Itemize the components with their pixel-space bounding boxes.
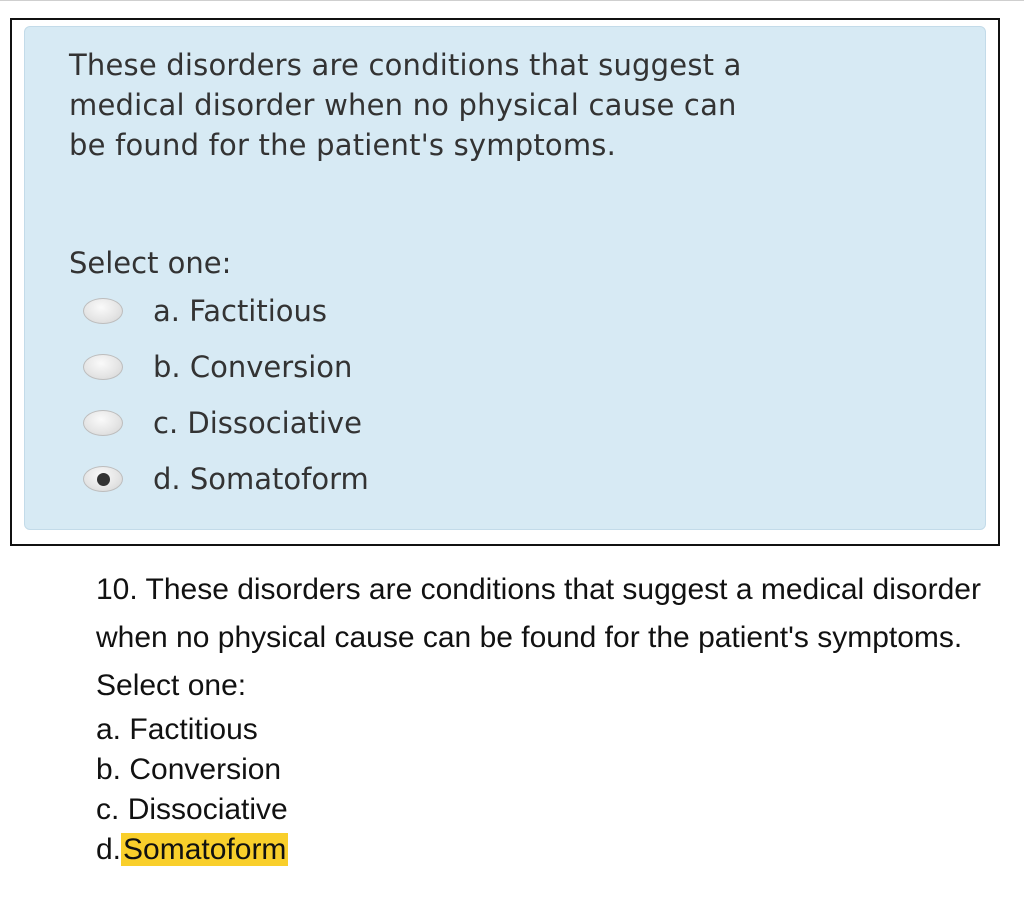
radio-unchecked-icon[interactable] xyxy=(83,298,123,324)
option-a[interactable] xyxy=(83,291,327,331)
radio-unchecked-icon[interactable] xyxy=(83,354,123,380)
transcript-select-one: Select one: xyxy=(96,669,247,702)
option-c-label: c. Dissociative xyxy=(153,406,362,440)
option-d-label: d. Somatoform xyxy=(153,462,369,496)
question-card xyxy=(24,26,986,530)
highlighted-answer: Somatoform xyxy=(123,833,287,866)
radio-checked-icon[interactable] xyxy=(83,466,123,492)
transcript-option-b xyxy=(96,750,996,790)
transcript-option-text: Conversion xyxy=(129,753,282,786)
select-one-label: Select one: xyxy=(69,246,232,280)
transcript-option-letter: c. xyxy=(96,793,120,826)
option-c[interactable] xyxy=(83,403,362,443)
transcript-option-a xyxy=(96,710,996,750)
question-text: These disorders are conditions that suggest a medical disorder when no physical cause can be found for the patient's symptoms. xyxy=(69,48,742,162)
transcript-question: 10. These disorders are conditions that suggest a medical disorder when no physical cause can be found for the patient's symptoms. xyxy=(96,573,981,654)
radio-selected-dot xyxy=(97,473,110,486)
option-a-label: a. Factitious xyxy=(153,294,328,328)
top-divider xyxy=(0,0,1024,1)
radio-unchecked-icon[interactable] xyxy=(83,410,123,436)
transcript-option-letter: a. xyxy=(96,713,122,746)
transcript-option-c xyxy=(96,790,996,830)
option-d[interactable] xyxy=(83,459,369,499)
transcript-option-text: Factitious xyxy=(129,713,258,746)
transcript-option-letter: d. xyxy=(96,833,122,866)
transcript-option-d xyxy=(96,830,996,870)
transcript-block xyxy=(96,566,996,870)
quiz-screenshot-frame xyxy=(10,18,1000,546)
option-b-label: b. Conversion xyxy=(153,350,353,384)
transcript-option-letter: b. xyxy=(96,753,122,786)
option-b[interactable] xyxy=(83,347,352,387)
transcript-option-text: Dissociative xyxy=(127,793,288,826)
